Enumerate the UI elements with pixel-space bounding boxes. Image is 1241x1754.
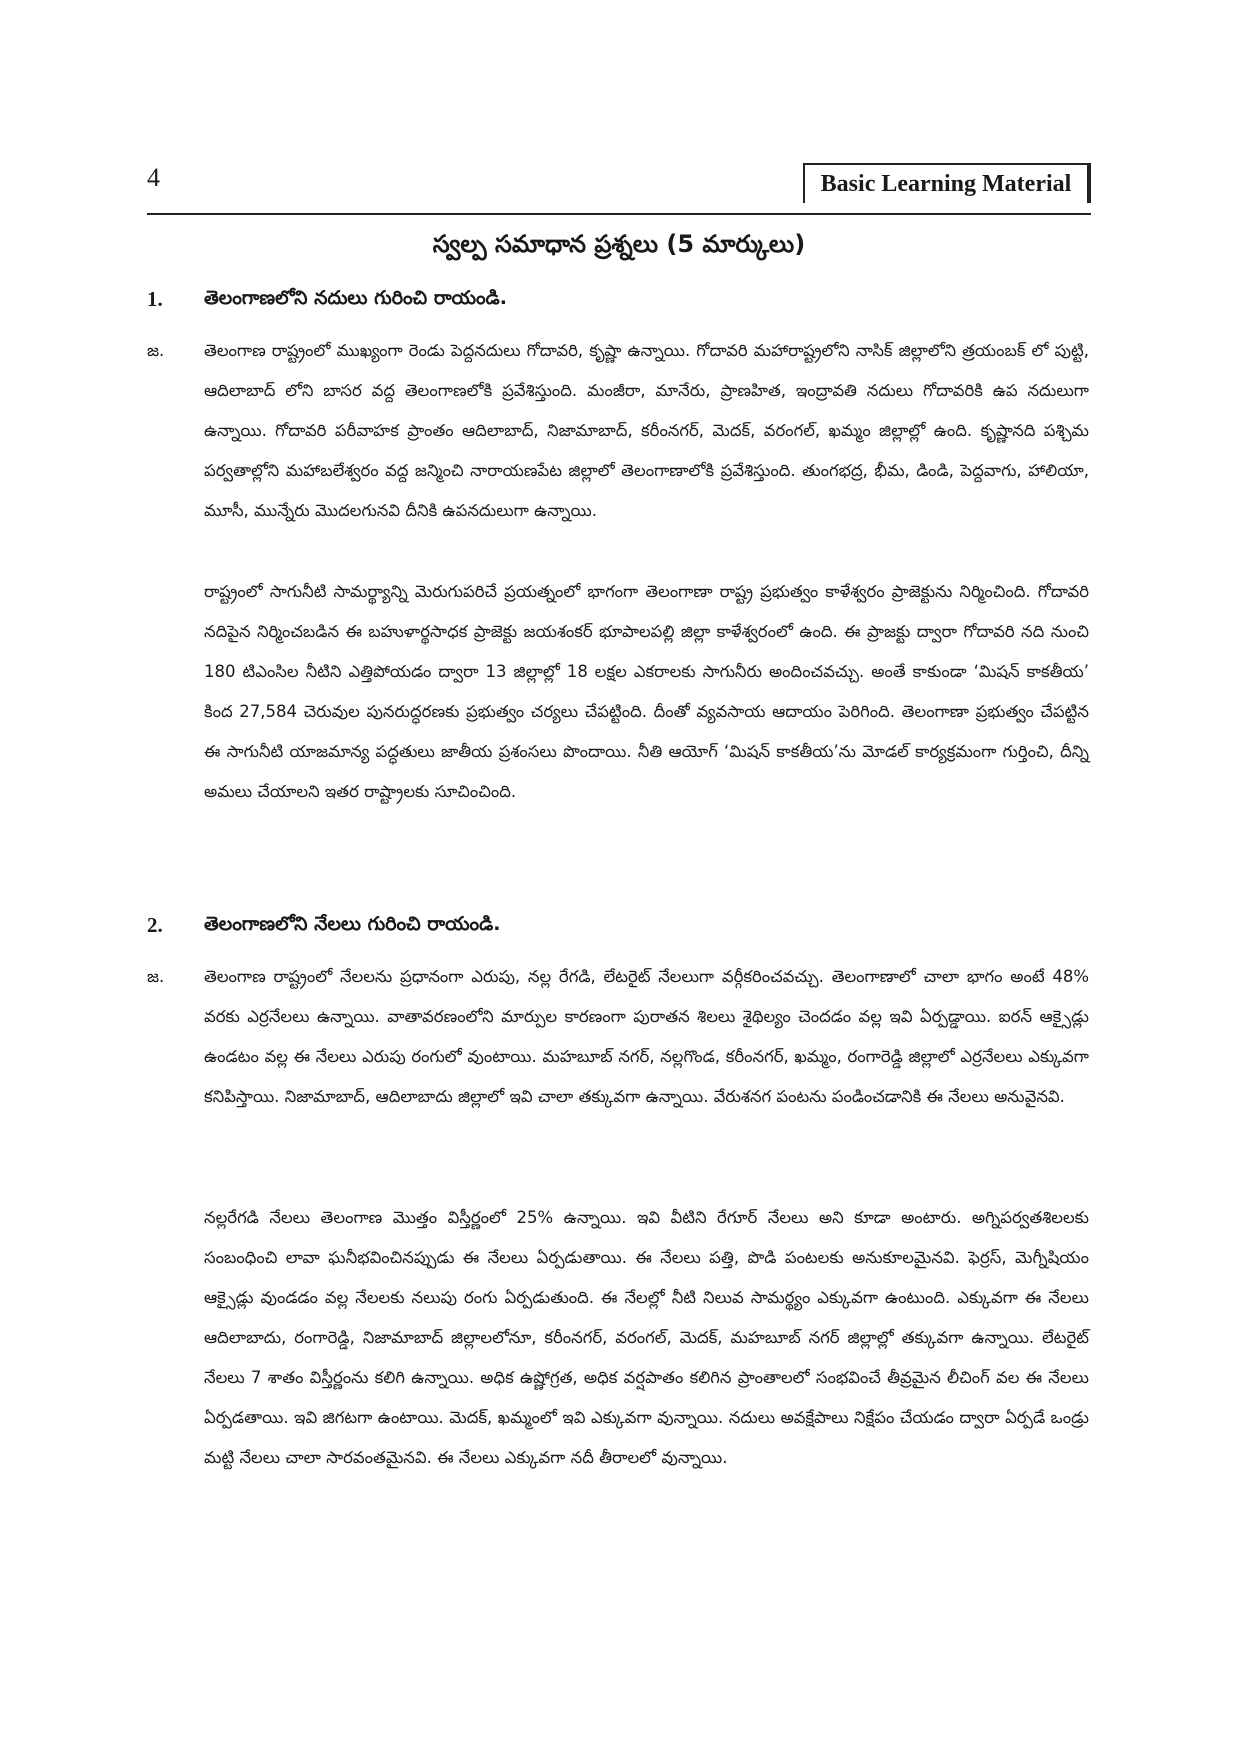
question-text: తెలంగాణలోని నదులు గురించి రాయండి. xyxy=(204,287,507,309)
question-text: తెలంగాణలోని నేలలు గురించి రాయండి. xyxy=(204,913,501,935)
question-number: 1. xyxy=(147,287,163,311)
page-header xyxy=(147,163,1091,215)
answer-paragraph: నల్లరేగడి నేలలు తెలంగాణ మొత్తం విస్తీర్ణంలో 25% ఉన్నాయి. ఇవి వీటిని రేగూర్ నేలలు అని కూడా అంటారు. అగ్నిపర్వతశిలలకు సంబంధించి లావా ఘనీభవించినప్పుడు ఈ నేలలు ఏర్పడుతాయి. ఈ నేలలు పత్తి, పొడి పంటలకు అనుకూలమైనవి. ఫెర్రస్, మెగ్నీషియం ఆక్సైడ్లు వుండడం వల్ల నేలలకు నలుపు రంగు ఏర్పడుతుంది. ఈ నేలల్లో నీటి నిలువ సామర్థ్యం ఎక్కువగా ఉంటుంది. ఎక్కువగా ఈ నేలలు ఆదిలాబాదు, రంగారెడ్డి, నిజామాబాద్ జిల్లాలలోనూ, కరీంనగర్, వరంగల్, మెదక్, మహబూబ్ నగర్ జిల్లాల్లో తక్కువగా ఉన్నాయి. లేటరైట్ నేలలు 7 శాతం విస్తీర్ణంను కలిగి ఉన్నాయి. అధిక ఉష్ణోగ్రత, అధిక వర్షపాతం కలిగిన ప్రాంతాలలో సంభవించే తీవ్రమైన లీచింగ్ వల ఈ నేలలు ఏర్పడతాయి. ఇవి జిగటగా ఉంటాయి. మెదక్, ఖమ్మంలో ఇవి ఎక్కువగా వున్నాయి. నదులు అవక్షేపాలు నిక్షేపం చేయడం ద్వారా ఏర్పడే ఒండ్రు మట్టి నేలలు చాలా సారవంతమైనవి. ఈ నేలలు ఎక్కువగా నదీ తీరాలలో వున్నాయి. xyxy=(204,1208,1089,1467)
question-number: 2. xyxy=(147,913,163,937)
answer-1 xyxy=(147,331,1091,531)
section-title: స్వల్ప సమాధాన ప్రశ్నలు (5 మార్కులు) xyxy=(432,230,806,258)
answer-paragraph: రాష్ట్రంలో సాగునీటి సామర్థ్యాన్ని మెరుగుపరిచే ప్రయత్నంలో భాగంగా తెలంగాణా రాష్ట్ర ప్రభుత్వం కాళేశ్వరం ప్రాజెక్టును నిర్మించింది. గోదావరి నదిపైన నిర్మించబడిన ఈ బహుళార్థసాధక ప్రాజెక్టు జయశంకర్ భూపాలపల్లి జిల్లా కాళేశ్వరంలో ఉంది. ఈ ప్రాజక్టు ద్వారా గోదావరి నది నుంచి 180 టిఎంసిల నీటిని ఎత్తిపోయడం ద్వారా 13 జిల్లాల్లో 18 లక్షల ఎకరాలకు సాగునీరు అందించవచ్చు. అంతే కాకుండా ‘మిషన్ కాకతీయ’ కింద 27,584 చెరువుల పునరుద్ధరణకు ప్రభుత్వం చర్యలు చేపట్టింది. దీంతో వ్యవసాయ ఆదాయం పెరిగింది. తెలంగాణా ప్రభుత్వం చేపట్టిన ఈ సాగునీటి యాజమాన్య పద్ధతులు జాతీయ ప్రశంసలు పొందాయి. నీతి ఆయోగ్ ‘మిషన్ కాకతీయ’ను మోడల్ కార్యక్రమంగా గుర్తించి, దీన్ని అమలు చేయాలని ఇతర రాష్ట్రాలకు సూచించింది. xyxy=(204,582,1089,801)
answer-2 xyxy=(147,957,1091,1117)
answer-paragraph: తెలంగాణ రాష్ట్రంలో నేలలను ప్రధానంగా ఎరుపు, నల్ల రేగడి, లేటరైట్ నేలలుగా వర్గీకరించవచ్చు. తెలంగాణాలో చాలా భాగం అంటే 48% వరకు ఎర్రనేలలు ఉన్నాయి. వాతావరణంలోని మార్పుల కారణంగా పురాతన శిలలు శైథిల్యం చెందడం వల్ల ఇవి ఏర్పడ్డాయి. ఐరన్ ఆక్సైడ్లు ఉండటం వల్ల ఈ నేలలు ఎరుపు రంగులో వుంటాయి. మహబూబ్ నగర్, నల్లగొండ, కరీంనగర్, ఖమ్మం, రంగారెడ్డి జిల్లాలో ఎర్రనేలలు ఎక్కువగా కనిపిస్తాయి. నిజామాబాద్, ఆదిలాబాదు జిల్లాలో ఇవి చాలా తక్కువగా ఉన్నాయి. వేరుశనగ పంటను పండించడానికి ఈ నేలలు అనువైనవి. xyxy=(204,967,1089,1106)
page-number: 4 xyxy=(147,163,160,192)
book-title-box: Basic Learning Material xyxy=(803,163,1091,203)
answer-label: జ. xyxy=(147,341,165,360)
answer-label: జ. xyxy=(147,967,165,986)
answer-paragraph: తెలంగాణ రాష్ట్రంలో ముఖ్యంగా రెండు పెద్దనదులు గోదావరి, కృష్ణా ఉన్నాయి. గోదావరి మహారాష్ట్రలోని నాసిక్ జిల్లాలోని త్రయంబక్ లో పుట్టి, ఆదిలాబాద్ లోని బాసర వద్ద తెలంగాణలోకి ప్రవేశిస్తుంది. మంజీరా, మానేరు, ప్రాణహిత, ఇంద్రావతి నదులు గోదావరికి ఉప నదులుగా ఉన్నాయి. గోదావరి పరీవాహక ప్రాంతం ఆదిలాబాద్, నిజామాబాద్, కరీంనగర్, మెదక్, వరంగల్, ఖమ్మం జిల్లాల్లో ఉంది. కృష్ణానది పశ్చిమ పర్వతాల్లోని మహాబలేశ్వరం వద్ద జన్మించి నారాయణపేట జిల్లాలో తెలంగాణాలోకి ప్రవేశిస్తుంది. తుంగభద్ర, భీమ, డిండి, పెద్దవాగు, హాలియా, మూసీ, మున్నేరు మొదలగునవి దీనికి ఉపనదులుగా ఉన్నాయి. xyxy=(204,341,1089,520)
